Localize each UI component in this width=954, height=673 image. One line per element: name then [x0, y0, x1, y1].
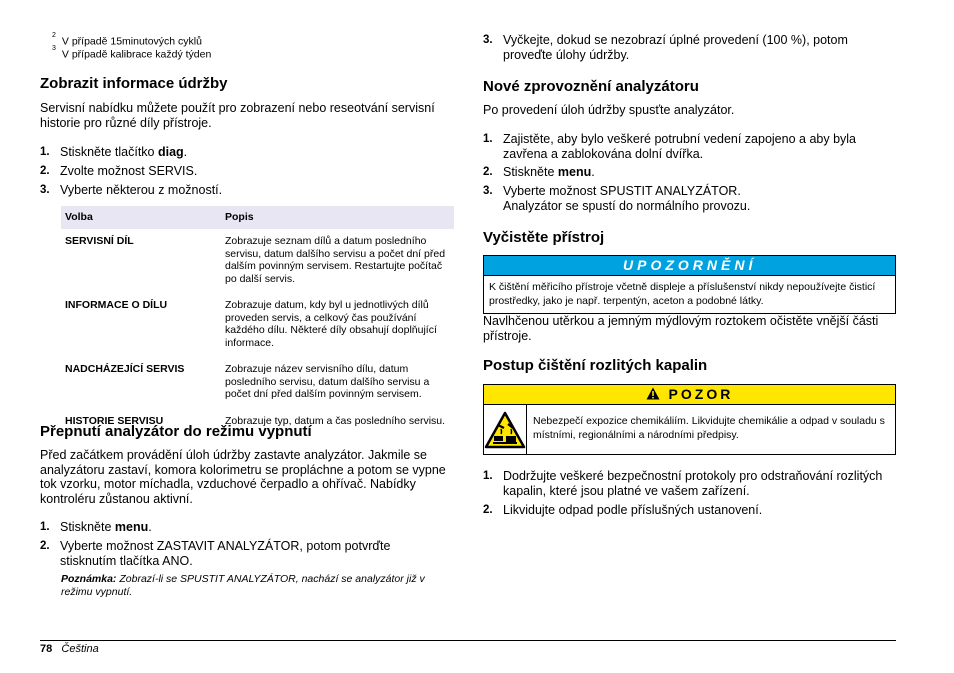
caution-label: POZOR	[668, 386, 734, 402]
step-text: Zvolte možnost SERVIS.	[60, 164, 198, 178]
paragraph-shutdown-intro: Před začátkem provádění úloh údržby zastavte analyzátor. Jakmile se analyzátoru zastaví, komora kolorimetru se propláchne a potom se vypne tok vzorku, motor míchadla, vzduchové čerpadlo a ohřívač. Nabídky kontroléru zůstanou aktivní.	[40, 448, 446, 506]
heading-clean-instrument: Vyčistěte přístroj	[483, 229, 605, 246]
step-text: Stiskněte	[60, 520, 115, 534]
note-label: Poznámka:	[61, 573, 117, 585]
step-number: 3.	[40, 184, 50, 196]
table-header-option: Volba	[61, 206, 221, 229]
footer-language: Čeština	[61, 643, 99, 655]
footnote-text: V případě 15minutových cyklů	[61, 35, 202, 48]
notice-box	[483, 255, 896, 314]
footnote-text: V případě kalibrace každý týden	[61, 48, 212, 61]
step-text: Vyberte možnost ZASTAVIT ANALYZÁTOR, potom potvrďte stisknutím tlačítka ANO.	[60, 539, 391, 568]
step-text-end: .	[591, 165, 595, 179]
note-text: Zobrazí-li se SPUSTIT ANALYZÁTOR, nachází se analyzátor již v režimu vypnutí.	[61, 573, 425, 598]
notice-header: UPOZORNĚNÍ	[484, 256, 895, 275]
step-key: menu	[114, 520, 149, 534]
table-cell-description: Zobrazuje seznam dílů a datum posledního servisu, datum dalšího servisu a počet dní před dalším povinným servisem. Restartujte počítač po další servis.	[225, 235, 446, 285]
service-options-table	[61, 206, 454, 427]
chemical-hazard-icon	[484, 405, 527, 454]
caution-text: Nebezpečí expozice chemikáliím. Likvidujte chemikálie a odpad v souladu s místními, regionálními a národními předpisy.	[533, 415, 885, 441]
footnote-3	[52, 45, 211, 62]
step-key: diag	[157, 145, 184, 159]
caution-box	[483, 384, 896, 455]
step-number: 2.	[40, 165, 50, 177]
heading-restart-analyzer: Nové zprovoznění analyzátoru	[483, 78, 699, 95]
step-key: menu	[557, 165, 592, 179]
heading-maintenance-info: Zobrazit informace údržby	[40, 75, 228, 92]
table-cell-option: SERVISNÍ DÍL	[65, 235, 134, 247]
table-cell-option: HISTORIE SERVISU	[65, 414, 164, 427]
step-number: 2.	[40, 540, 50, 552]
table-row	[61, 295, 454, 359]
table-header-description: Popis	[221, 206, 454, 229]
step-text: Vyberte některou z možností.	[60, 183, 223, 197]
step-text-end: .	[183, 145, 188, 159]
step-number: 2.	[483, 166, 493, 178]
heading-spill-cleanup: Postup čištění rozlitých kapalin	[483, 357, 708, 374]
paragraph-maintenance-intro: Servisní nabídku můžete použít pro zobrazení nebo reseotvání servisní historie pro různé díly přístroje.	[40, 101, 435, 130]
warning-triangle-icon	[646, 386, 669, 402]
table-cell-description: Zobrazuje datum, kdy byl u jednotlivých dílů proveden servis, a celkový čas používání každého dílu. Některé díly obsahují doplňující informace.	[225, 299, 437, 349]
step-number: 2.	[483, 504, 493, 516]
paragraph-restart-intro: Po provedení úloh údržby spusťte analyzátor.	[483, 103, 735, 117]
table-header-row	[61, 206, 454, 229]
footnote-number: 3	[52, 45, 56, 52]
step-text: Zajistěte, aby bylo veškeré potrubní vedení zapojeno a aby byla zavřena a zablokována dolní dvířka.	[503, 132, 856, 161]
page-number: 78	[40, 643, 53, 655]
table-row	[61, 229, 454, 295]
step-text: Dodržujte veškeré bezpečnostní protokoly pro odstraňování rozlitých kapalin, které jsou platné ve vašem zařízení.	[503, 469, 883, 498]
paragraph-clean-instructions: Navlhčenou utěrkou a jemným mýdlovým roztokem očistěte vnější části přístroje.	[483, 314, 879, 343]
step-result: Analyzátor se spustí do normálního provozu.	[503, 199, 751, 213]
page-footer	[40, 643, 99, 655]
heading-shutdown-mode: Přepnutí analyzátor do režimu vypnutí	[40, 423, 312, 440]
table-cell-description: Zobrazuje typ, datum a čas posledního servisu.	[225, 414, 446, 427]
caution-header	[484, 385, 895, 405]
step-number: 1.	[483, 133, 493, 145]
step-text: Stiskněte tlačítko	[60, 145, 158, 159]
table-cell-option: NADCHÁZEJÍCÍ SERVIS	[65, 363, 185, 375]
step-number: 3.	[483, 185, 493, 197]
step-text: Likvidujte odpad podle příslušných ustanovení.	[503, 503, 763, 517]
step-text: Vyberte možnost SPUSTIT ANALYZÁTOR.	[503, 184, 741, 198]
table-row	[61, 359, 454, 411]
step-number: 3.	[483, 34, 493, 46]
step-number: 1.	[40, 146, 50, 158]
note	[61, 573, 454, 599]
table-cell-description: Zobrazuje název servisního dílu, datum posledního servisu, datum dalšího servisu a počet dní před dalším povinným servisem.	[225, 363, 430, 400]
caution-body	[484, 405, 895, 454]
step-text-end: .	[148, 520, 152, 534]
notice-text: K čištění měřicího přístroje včetně displeje a příslušenství nikdy nepoužívejte čisticí prostředky, jako je např. terpentýn, aceton a podobné látky.	[484, 275, 895, 313]
footer-divider	[40, 640, 896, 641]
step-text: Stiskněte	[503, 165, 558, 179]
footnote-number: 2	[52, 32, 56, 39]
step-number: 1.	[483, 470, 493, 482]
step-text: Vyčkejte, dokud se nezobrazí úplné provedení (100 %), potom proveďte úlohy údržby.	[503, 33, 848, 62]
step-number: 1.	[40, 521, 50, 533]
table-cell-option: INFORMACE O DÍLU	[65, 299, 168, 311]
